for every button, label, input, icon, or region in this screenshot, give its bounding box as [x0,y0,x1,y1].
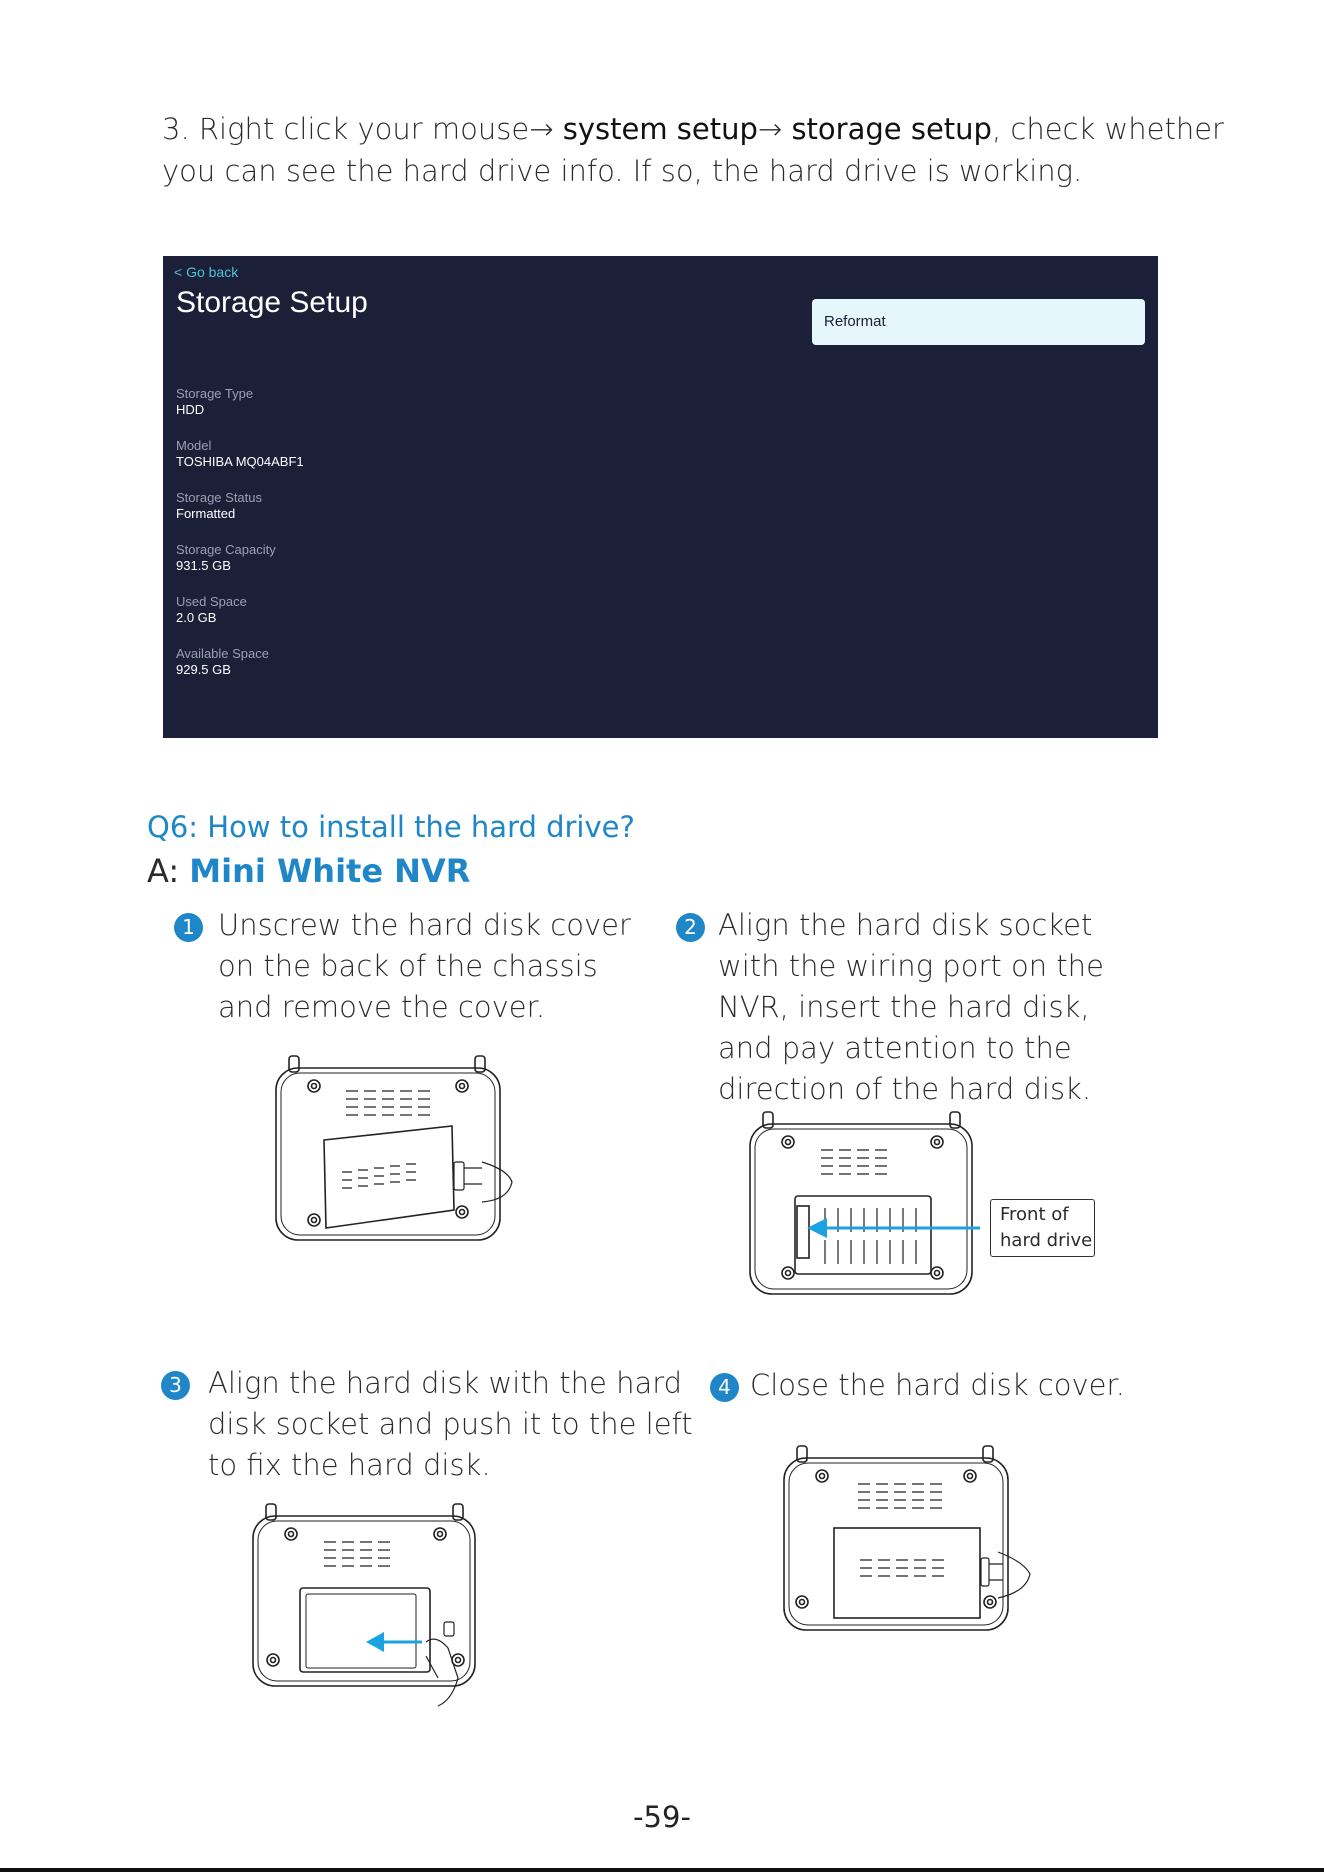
step3-path-storage-setup: storage setup [791,112,992,146]
used-space-value: 2.0 GB [176,610,217,625]
storage-type-label: Storage Type [176,386,254,401]
storage-status-label: Storage Status [176,490,262,505]
storage-capacity-label: Storage Capacity [176,542,276,557]
storage-setup-title: Storage Setup [176,286,368,319]
step-3-text [208,1363,693,1486]
step-1-text [218,905,631,1028]
bottom-rule [0,1868,1324,1872]
step3-arrow: → [757,112,792,146]
step-number-2: 2 [676,913,705,942]
callout-line: Front of [1000,1204,1069,1225]
q6-heading: Q6: How to install the hard drive? [147,810,635,844]
page-number: -59- [633,1800,691,1834]
step3-paragraph [162,108,1242,192]
storage-info-list [176,386,304,698]
step3-suffix: , check whether you can see the hard drive info. If so, the hard drive is working. [162,112,1224,188]
step3-prefix: 3. Right click your mouse→ [162,112,563,146]
nvr-push-disk-illustration [248,1502,483,1707]
storage-field [176,438,304,490]
available-space-value: 929.5 GB [176,662,231,677]
storage-capacity-value: 931.5 GB [176,558,231,573]
storage-field [176,594,304,646]
step-2-line: and pay attention to the [718,1031,1072,1065]
step-number-4: 4 [710,1373,739,1402]
step-1-line: and remove the cover. [218,990,546,1024]
step-number-3: 3 [161,1371,190,1400]
available-space-label: Available Space [176,646,269,661]
storage-setup-screenshot [163,256,1158,738]
nvr-remove-cover-illustration [270,1050,540,1245]
storage-type-value: HDD [176,402,205,417]
step-2-text [718,905,1104,1110]
nvr-close-cover-illustration [778,1440,1048,1635]
step-number-1: 1 [174,913,203,942]
model-label: Model [176,438,212,453]
step-4-line: Close the hard disk cover. [750,1368,1125,1402]
storage-field [176,490,304,542]
model-value: TOSHIBA MQ04ABF1 [176,454,304,469]
product-name: Mini White NVR [189,852,471,890]
step-2-line: direction of the hard disk. [718,1072,1092,1106]
callout-line: hard drive [1000,1230,1093,1251]
step-2-line: with the wiring port on the [718,949,1104,983]
used-space-label: Used Space [176,594,247,609]
front-of-hard-drive-callout [990,1199,1095,1257]
nvr-insert-disk-illustration [745,1108,980,1298]
reformat-button[interactable]: Reformat [812,299,1145,345]
step-4-text [750,1365,1125,1406]
step-3-line: to fix the hard disk. [208,1448,491,1482]
storage-field [176,542,304,594]
storage-field [176,386,304,438]
go-back-link[interactable]: < Go back [174,264,239,280]
step-1-line: on the back of the chassis [218,949,598,983]
storage-field [176,646,304,698]
step-2-line: Align the hard disk socket [718,908,1093,942]
step-3-line: disk socket and push it to the left [208,1407,693,1441]
step-2-line: NVR, insert the hard disk, [718,990,1090,1024]
step-1-line: Unscrew the hard disk cover [218,908,631,942]
answer-line [147,852,470,890]
answer-prefix: A: [147,852,190,890]
step3-path-system-setup: system setup [562,112,758,146]
step-3-line: Align the hard disk with the hard [208,1366,683,1400]
storage-status-value: Formatted [176,506,236,521]
